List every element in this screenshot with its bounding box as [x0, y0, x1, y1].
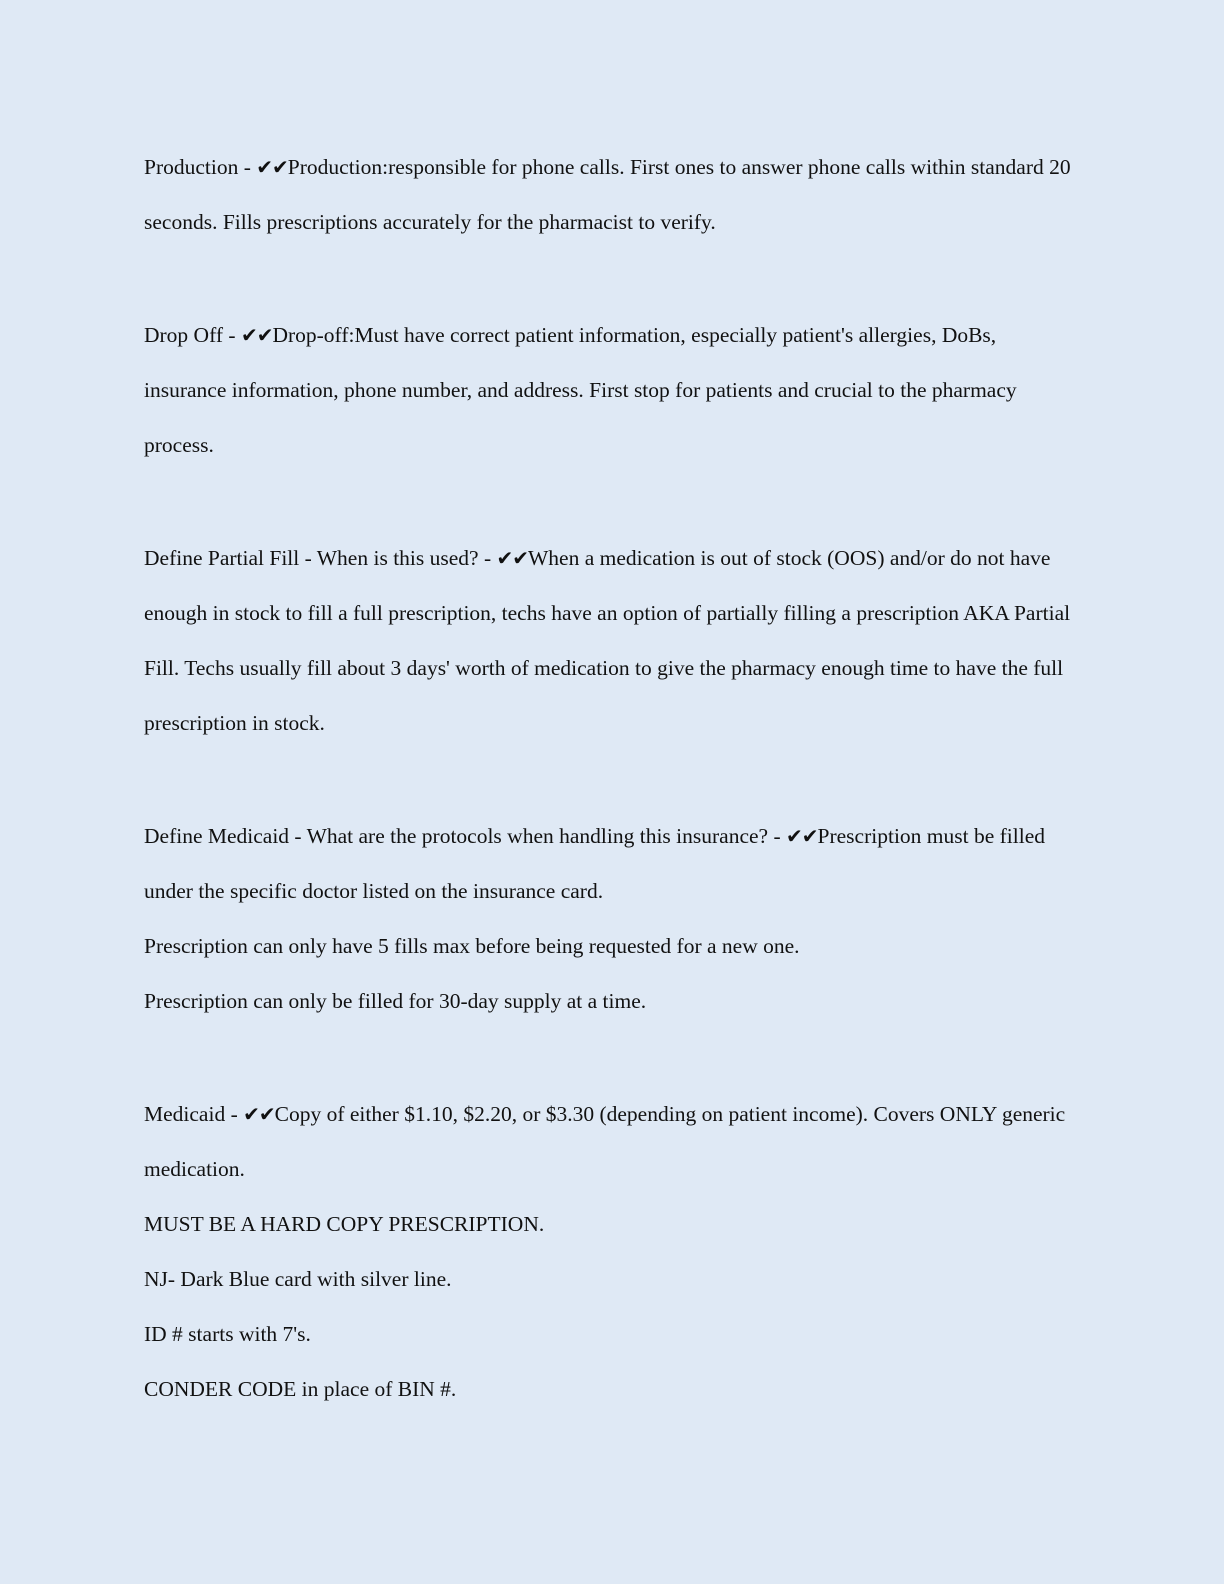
flashcard-drop-off [144, 308, 1074, 473]
flashcard-medicaid [144, 1087, 1074, 1417]
flashcard-partial-fill [144, 531, 1074, 751]
flashcard-answer: Prescription must be filled under the specific doctor listed on the insurance card. [144, 824, 1046, 903]
flashcard-answer-line: Prescription can only have 5 fills max before being requested for a new one. [144, 934, 800, 958]
double-check-icon: ✔✔ [786, 824, 818, 848]
flashcard-answer-line: NJ- Dark Blue card with silver line. [144, 1267, 452, 1291]
flashcard-answer: Production:responsible for phone calls. First ones to answer phone calls within standard 20 seconds. Fills prescriptions accurately for the pharmacist to verify. [144, 155, 1071, 234]
flashcard-answer: When a medication is out of stock (OOS) and/or do not have enough in stock to fill a full prescription, techs have an option of partially filling a prescription AKA Partial Fill. Techs usually fill about 3 days' worth of medication to give the pharmacy enough time to have the full prescription in stock. [144, 546, 1071, 735]
flashcard-answer: Copy of either $1.10, $2.20, or $3.30 (depending on patient income). Covers ONLY generic medication. [144, 1102, 1066, 1181]
flashcard-text [144, 308, 1074, 473]
double-check-icon: ✔✔ [240, 323, 273, 347]
flashcard-define-medicaid [144, 809, 1074, 1029]
flashcard-production [144, 140, 1074, 250]
flashcard-answer-line: CONDER CODE in place of BIN #. [144, 1377, 457, 1401]
flashcard-answer-line: MUST BE A HARD COPY PRESCRIPTION. [144, 1212, 545, 1236]
flashcard-answer-line: Prescription can only be filled for 30-day supply at a time. [144, 989, 647, 1013]
flashcard-term: Define Medicaid - What are the protocols when handling this insurance? - [144, 824, 786, 848]
flashcard-text [144, 140, 1074, 250]
flashcard-term: Define Partial Fill - When is this used? - [144, 546, 497, 570]
flashcard-text [144, 809, 1074, 919]
flashcard-text [144, 531, 1074, 751]
flashcard-answer-line: ID # starts with 7's. [144, 1322, 311, 1346]
double-check-icon: ✔✔ [496, 546, 529, 570]
flashcard-term: Medicaid - [144, 1102, 244, 1126]
flashcard-term: Drop Off - [144, 323, 241, 347]
flashcard-answer: Drop-off:Must have correct patient information, especially patient's allergies, DoBs, insurance information, phone number, and address. First stop for patients and crucial to the pharmacy process. [144, 323, 1017, 457]
flashcard-text [144, 1087, 1074, 1197]
double-check-icon: ✔✔ [256, 155, 288, 179]
flashcard-term: Production - [144, 155, 257, 179]
double-check-icon: ✔✔ [243, 1102, 275, 1126]
